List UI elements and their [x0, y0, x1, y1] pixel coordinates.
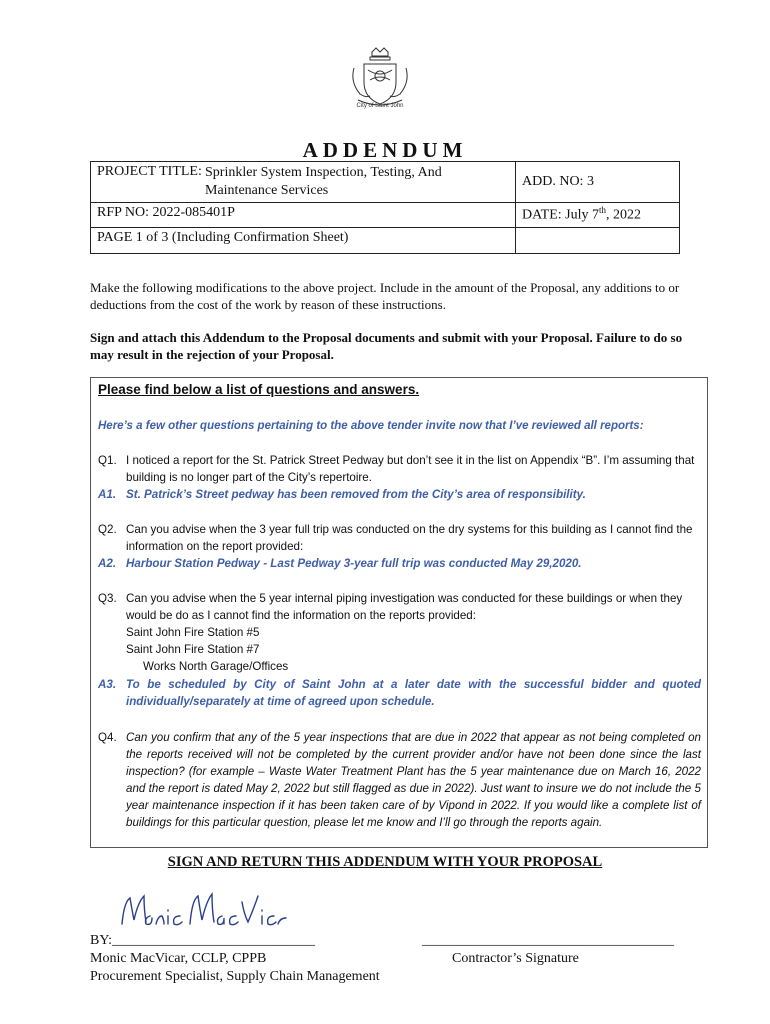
q3-item-1: Saint John Fire Station #5: [126, 626, 260, 639]
sign-return-notice: SIGN AND RETURN THIS ADDENDUM WITH YOUR PROPOSAL: [167, 854, 603, 870]
signer-role: Procurement Specialist, Supply Chain Management: [90, 969, 380, 984]
q1-number: Q1.: [98, 454, 117, 467]
q3-item-3: Works North Garage/Offices: [143, 660, 289, 673]
logo-caption: City of Saint John: [356, 103, 404, 109]
qa-intro: Here’s a few other questions pertaining to the above tender invite now that I’ve reviewed all reports:: [98, 420, 644, 432]
project-title-cell: [91, 162, 516, 203]
modifications-paragraph: Make the following modifications to the above project. Include in the amount of the Proposal, any additions to or deductions from the cost of the work by reason of these instructions.: [90, 280, 680, 312]
answer-1: [98, 486, 701, 503]
a1-text: St. Patrick’s Street pedway has been removed from the City’s area of responsibility.: [126, 488, 586, 501]
a3-number: A3.: [98, 678, 117, 691]
contractor-signature-label: Contractor’s Signature: [452, 951, 579, 966]
empty-cell: [516, 228, 680, 254]
questions-answers-box: [90, 377, 708, 848]
question-4: [98, 729, 701, 831]
answer-3: [98, 676, 701, 710]
question-2: [98, 521, 701, 555]
a2-text: Harbour Station Pedway - Last Pedway 3-year full trip was conducted May 29,2020.: [126, 557, 582, 570]
q2-number: Q2.: [98, 523, 117, 536]
a1-number: A1.: [98, 488, 117, 501]
project-title-label: PROJECT TITLE:: [97, 164, 202, 179]
q2-text: Can you advise when the 3 year full trip was conducted on the dry systems for this building as I cannot find the information on the report provided:: [126, 523, 693, 553]
sign-attach-instruction: Sign and attach this Addendum to the Proposal documents and submit with your Proposal. Failure to do so may result in the rejection of your Proposal.: [90, 330, 683, 362]
q3-text: Can you advise when the 5 year internal piping investigation was conducted for these buildings or when they would be do as I cannot find the information on the reports provided:: [126, 592, 683, 622]
header-table: [90, 161, 680, 254]
question-3: [98, 590, 701, 675]
q3-item-2: Saint John Fire Station #7: [126, 643, 260, 656]
answer-2: [98, 555, 701, 572]
by-signature-line: BY:_____________________________: [90, 933, 316, 948]
q4-number: Q4.: [98, 731, 117, 744]
q4-text: Can you confirm that any of the 5 year inspections that are due in 2022 that appear as not being completed on the reports received will not be completed by the current provider and/or have not been done since the last inspection? (for example – Waste Water Treatment Plant has the 5 year maintenance due on March 16, 2022 and the report is dated May 2, 2022 but still flagged as due in 2022). Just want to insure we do not include the 5 year maintenance inspection if it has been taken care of by Vipond in 2022. If you would like a complete list of buildings for this particular question, please let me know and I’ll go through the reports again.: [126, 731, 701, 829]
q1-text: I noticed a report for the St. Patrick Street Pedway but don’t see it in the list on Appendix “B”. I’m assuming that building is no longer part of the City’s repertoire.: [126, 454, 695, 484]
contractor-signature-line: ____________________________________: [422, 933, 674, 948]
city-crest-logo: [348, 44, 412, 112]
a3-text: To be scheduled by City of Saint John at a later date with the successful bidder and quoted individually/separately at time of agreed upon schedule.: [126, 678, 701, 708]
add-no: ADD. NO: 3: [516, 162, 680, 203]
rfp-no: RFP NO: 2022-085401P: [91, 203, 516, 228]
page-count: PAGE 1 of 3 (Including Confirmation Sheet): [91, 228, 516, 254]
project-title-value: Sprinkler System Inspection, Testing, And Maintenance Services: [205, 165, 442, 198]
handwritten-signature: [118, 890, 288, 934]
date-label: DATE: July 7: [522, 207, 599, 223]
a2-number: A2.: [98, 557, 117, 570]
qa-heading: Please find below a list of questions and answers.: [98, 382, 420, 397]
date-sup: th: [599, 205, 607, 215]
date-year: , 2022: [606, 207, 642, 223]
date-cell: [516, 203, 680, 228]
q3-number: Q3.: [98, 592, 117, 605]
question-1: [98, 452, 701, 486]
signer-name: Monic MacVicar, CCLP, CPPB: [90, 951, 267, 966]
document-title: ADDENDUM: [302, 138, 468, 162]
